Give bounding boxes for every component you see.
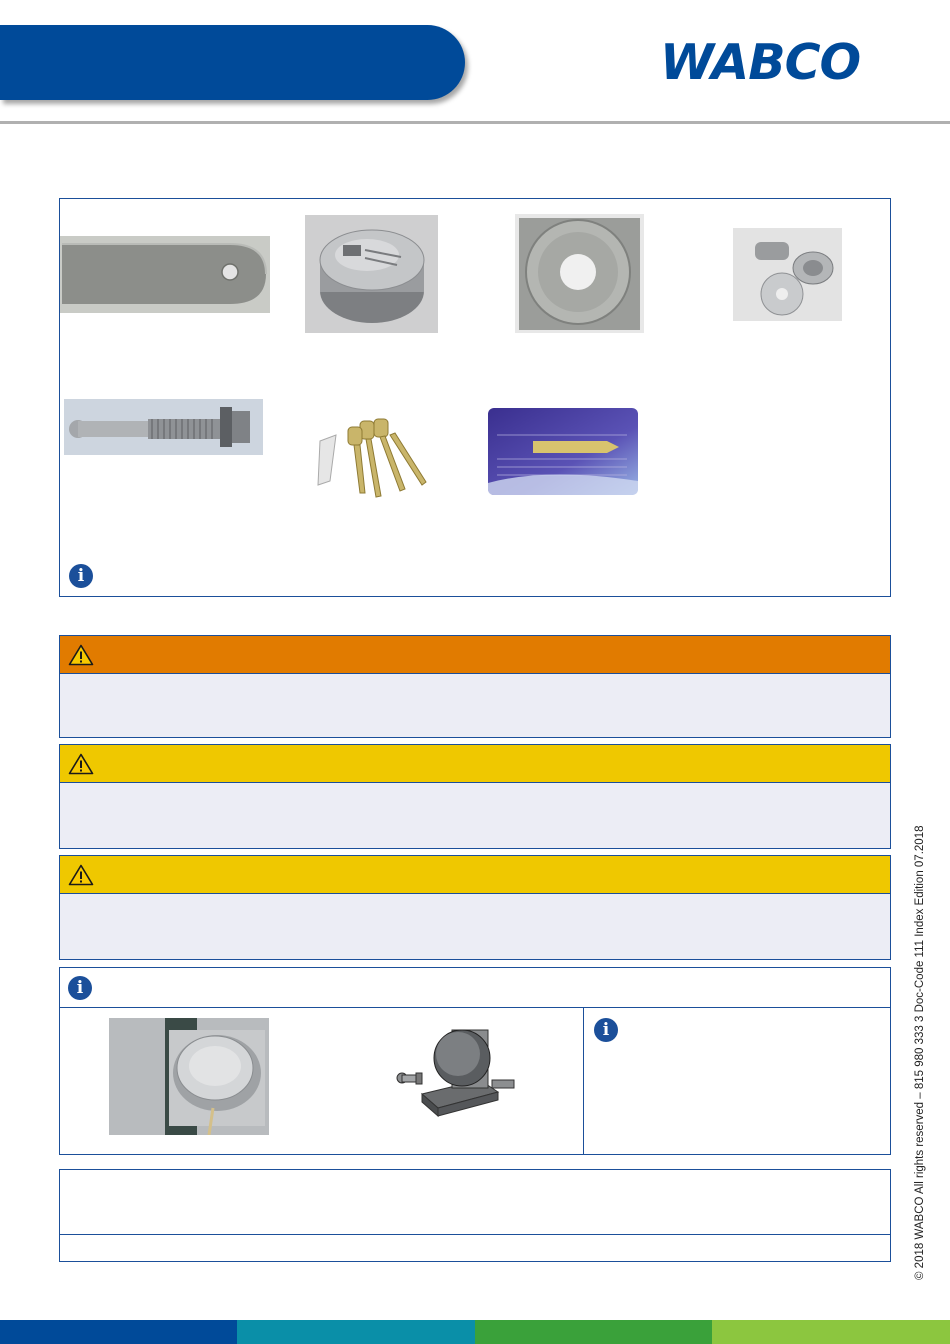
footer-bar-lime	[712, 1320, 950, 1344]
warning-icon	[68, 644, 94, 666]
bolt-washer-image	[733, 228, 842, 321]
caution-header	[60, 856, 890, 894]
footer-bar-teal	[237, 1320, 475, 1344]
caution-panel	[59, 855, 891, 960]
threaded-bolt-image	[64, 399, 263, 455]
header-banner	[0, 25, 465, 100]
bottom-table	[59, 1169, 891, 1262]
warning-panel	[59, 635, 891, 738]
lock-plate-image	[60, 236, 270, 313]
parts-panel	[59, 198, 891, 597]
installation-header	[60, 968, 890, 1008]
installation-panel	[59, 967, 891, 1155]
info-icon: i	[594, 1018, 618, 1042]
copyright-note: © 2018 WABCO All rights reserved – 815 980 333 3 Doc-Code 111 Index Edition 07.2018	[914, 825, 926, 1280]
wabco-logo: WABCO	[660, 34, 861, 91]
keys-image	[308, 411, 436, 503]
lock-assembly-drawing	[388, 1020, 518, 1132]
warning-header	[60, 636, 890, 674]
header-rule	[0, 121, 950, 124]
caution-header	[60, 745, 890, 783]
installed-lock-image	[109, 1018, 269, 1135]
mounting-plate-image	[515, 214, 644, 333]
caution-body	[60, 894, 890, 959]
caution-body	[60, 783, 890, 848]
puck-padlock-image	[305, 215, 438, 333]
footer-bar-green	[475, 1320, 712, 1344]
caution-panel	[59, 744, 891, 849]
info-icon: i	[68, 976, 92, 1000]
table-row-divider	[60, 1234, 890, 1235]
warning-icon	[68, 864, 94, 886]
footer-bar-blue	[0, 1320, 237, 1344]
warning-body	[60, 674, 890, 737]
key-card-image	[487, 407, 639, 496]
installation-divider	[583, 1008, 584, 1154]
warning-icon	[68, 753, 94, 775]
info-icon: i	[69, 564, 93, 588]
